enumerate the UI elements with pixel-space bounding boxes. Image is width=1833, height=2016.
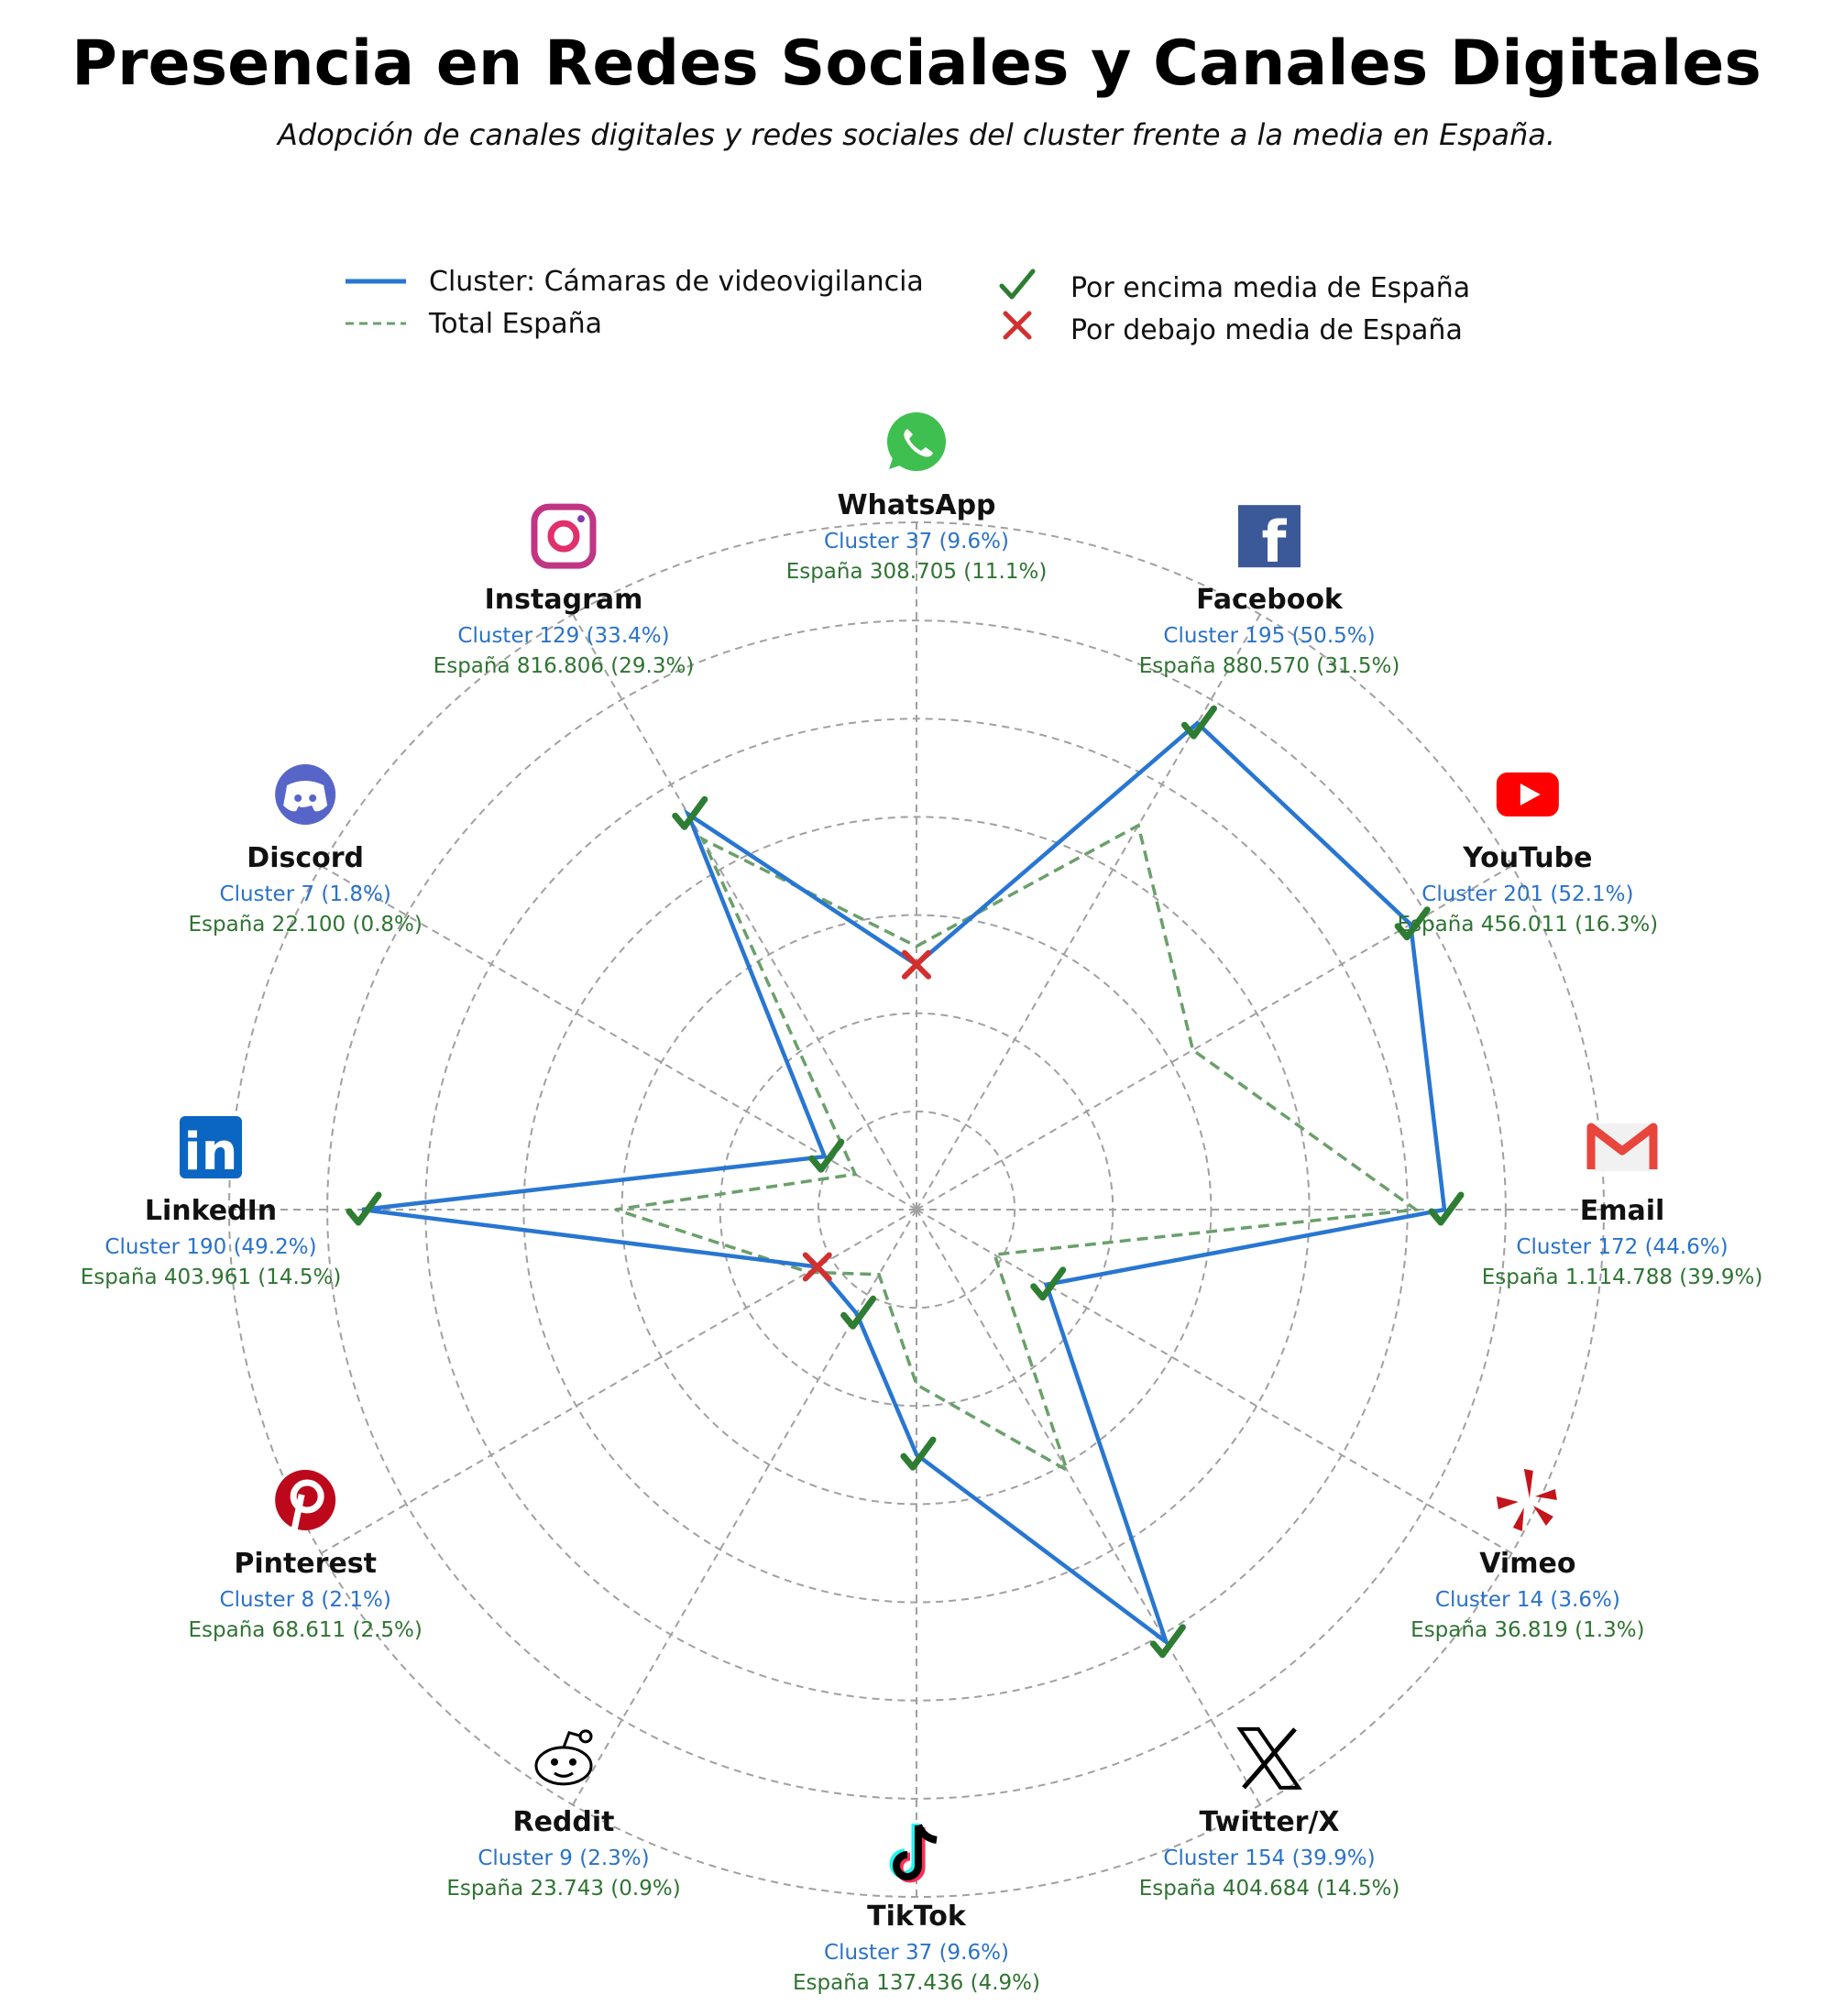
cluster-value-label: Cluster 201 (52.1%): [1421, 882, 1634, 906]
legend-label-below: Por debajo media de España: [1070, 313, 1463, 346]
spain-value-label: España 137.436 (4.9%): [793, 1971, 1040, 1995]
spain-value-label: España 404.684 (14.5%): [1138, 1876, 1400, 1901]
svg-text:in: in: [183, 1123, 238, 1182]
grid-spoke: [916, 614, 1260, 1210]
youtube-icon: [1497, 772, 1559, 816]
cluster-value-label: Cluster 154 (39.9%): [1163, 1846, 1376, 1870]
axis-label-group: [1482, 1123, 1763, 1289]
legend-label-above: Por encima media de España: [1070, 271, 1471, 304]
axis-label-group: [434, 507, 695, 678]
spain-value-label: España 22.100 (0.8%): [188, 913, 423, 937]
cluster-value-label: Cluster 190 (49.2%): [104, 1235, 317, 1259]
grid-spoke: [916, 1210, 1260, 1805]
axis-name: YouTube: [1463, 842, 1593, 874]
axis-label-group: [1139, 505, 1400, 678]
spain-value-label: España 1.114.788 (39.9%): [1481, 1265, 1763, 1289]
legend-label-spain: Total España: [429, 308, 603, 340]
svg-text:f: f: [1261, 509, 1287, 576]
axis-name: Email: [1579, 1195, 1665, 1227]
axis-label-group: [188, 764, 422, 937]
axis-label-group: [1398, 772, 1659, 937]
axis-label-group: [446, 1731, 680, 1901]
spain-value-label: España 880.570 (31.5%): [1138, 654, 1400, 679]
grid-spoke: [573, 614, 916, 1210]
axis-name: TikTok: [867, 1901, 966, 1933]
cluster-value-label: Cluster 37 (9.6%): [824, 530, 1009, 553]
chart-subtitle: Adopción de canales digitales y redes sociales del cluster frente a la media en España.: [277, 117, 1555, 152]
cluster-value-label: Cluster 129 (33.4%): [457, 624, 670, 649]
axis-label-group: [188, 1470, 422, 1642]
axis-label-group: [1410, 1469, 1644, 1642]
cluster-value-label: Cluster 172 (44.6%): [1516, 1235, 1729, 1259]
axis-name: Vimeo: [1479, 1548, 1576, 1580]
cluster-value-label: Cluster 37 (9.6%): [824, 1941, 1009, 1965]
radar-grid: [229, 522, 1604, 1897]
gmail-icon: [1591, 1123, 1653, 1171]
axis-label-group: [1139, 1729, 1400, 1901]
axis-name: Facebook: [1196, 584, 1343, 617]
linkedin-icon: [180, 1116, 242, 1182]
axis-name: LinkedIn: [144, 1195, 278, 1227]
cluster-value-label: Cluster 8 (2.1%): [219, 1588, 391, 1612]
instagram-icon: [534, 507, 593, 565]
cluster-value-label: Cluster 7 (1.8%): [219, 882, 391, 906]
spain-value-label: España 36.819 (1.3%): [1410, 1618, 1645, 1642]
grid-spoke: [916, 1210, 1512, 1553]
axis-name: Pinterest: [234, 1548, 377, 1580]
spain-value-label: España 403.961 (14.5%): [80, 1265, 342, 1289]
chart-title: Presencia en Redes Sociales y Canales Digitales: [71, 27, 1762, 100]
discord-icon: [275, 764, 335, 825]
cluster-value-label: Cluster 14 (3.6%): [1434, 1588, 1620, 1612]
whatsapp-icon: [887, 412, 946, 471]
reddit-icon: [536, 1731, 591, 1784]
axis-name: WhatsApp: [837, 489, 996, 521]
cluster-value-label: Cluster 195 (50.5%): [1163, 624, 1376, 649]
spain-value-label: España 23.743 (0.9%): [446, 1876, 681, 1901]
axis-name: Twitter/X: [1199, 1805, 1340, 1838]
axis-name: Reddit: [512, 1805, 615, 1838]
spain-value-label: España 68.611 (2.5%): [188, 1618, 423, 1642]
spain-value-label: España 456.011 (16.3%): [1397, 913, 1659, 937]
pinterest-icon: [275, 1470, 335, 1530]
radar-markers: [349, 708, 1461, 1655]
grid-spoke: [321, 1210, 916, 1553]
x-icon: [1240, 1729, 1299, 1788]
axis-name: Discord: [247, 842, 365, 874]
axis-label-group: [793, 1824, 1040, 1995]
facebook-icon: [1238, 505, 1301, 575]
legend-label-cluster: Cluster: Cámaras de videovigilancia: [429, 266, 924, 298]
spain-value-label: España 816.806 (29.3%): [433, 654, 695, 679]
tiktok-icon: [894, 1824, 937, 1879]
spain-value-label: España 308.705 (11.1%): [785, 560, 1048, 584]
axis-labels: [81, 412, 1763, 1995]
cluster-value-label: Cluster 9 (2.3%): [477, 1846, 650, 1870]
series-total-espana: [616, 826, 1416, 1471]
axis-name: Instagram: [484, 584, 643, 617]
grid-spoke: [573, 1210, 916, 1805]
axis-label-group: [81, 1116, 342, 1289]
yelp-icon: [1497, 1469, 1557, 1531]
axis-label-group: [786, 412, 1048, 584]
